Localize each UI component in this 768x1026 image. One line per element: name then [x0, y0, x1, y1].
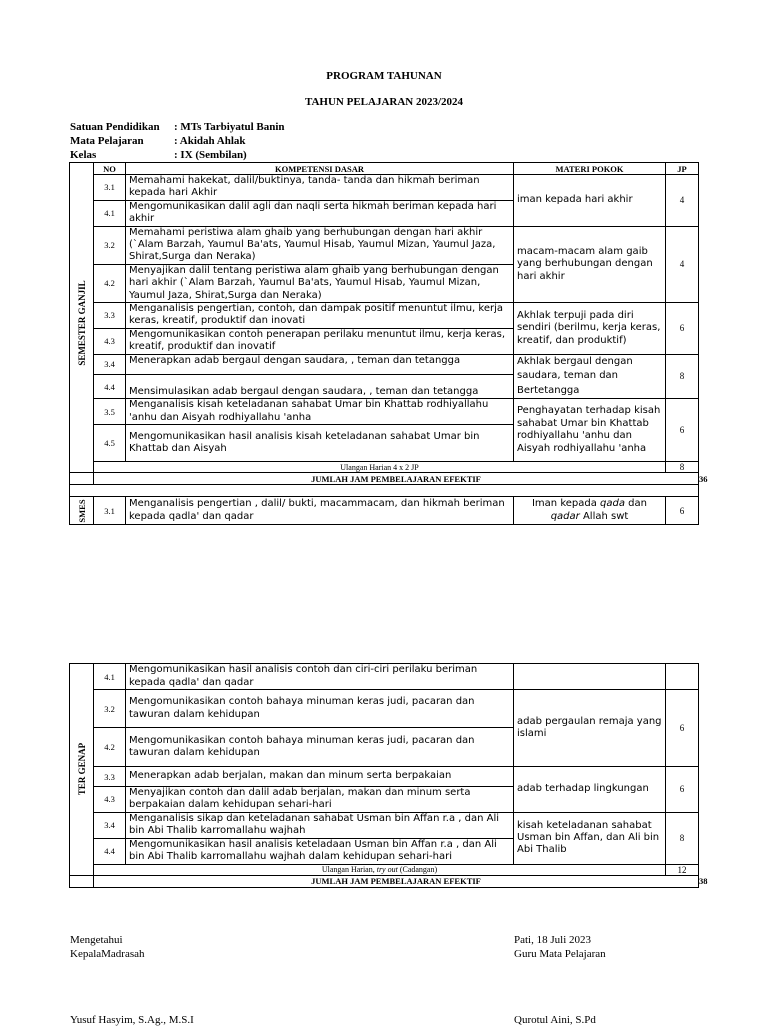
table-row	[70, 812, 699, 838]
header-jp: JP	[666, 163, 699, 175]
kd-text: Menganalisis sikap dan keteladanan sahabat Usman bin Affan r.a , dan Ali bin Abi Thalib karromallahu wajhah	[126, 812, 514, 838]
jp-value: 6	[666, 303, 699, 355]
kd-text: Menyajikan dalil tentang peristiwa alam ghaib yang berhubungan dengan hari akhir (`Alam Barzah, Yaumul Ba'ats, Yaumul Hisab, Yaumul Mizan, Yaumul Jaza, Shirat,Surga dan Neraka)	[126, 264, 514, 302]
header-kompetensi: KOMPETENSI DASAR	[126, 163, 514, 175]
ulangan-row	[70, 462, 699, 473]
footer-mengetahui: Mengetahui	[70, 934, 123, 946]
jp-value: 8	[666, 354, 699, 399]
semester-label-cell	[70, 664, 94, 876]
kd-number: 3.3	[94, 303, 126, 329]
meta-label-satuan: Satuan Pendidikan	[70, 121, 160, 133]
kd-text: Menganalisis pengertian, contoh, dan dampak positif menuntut ilmu, kerja keras, kreatif, produktif dan inovati	[126, 303, 514, 329]
document-subtitle: TAHUN PELAJARAN 2023/2024	[304, 96, 464, 108]
semester-genap-label: TER GENAP	[76, 743, 87, 796]
table-row	[70, 226, 699, 264]
document-title: PROGRAM TAHUNAN	[326, 70, 442, 82]
ulangan-label	[94, 864, 666, 875]
materi-pokok: adab terhadap lingkungan	[514, 767, 666, 813]
kd-text: Memahami peristiwa alam ghaib yang berhubungan dengan hari akhir (`Alam Barzah, Yaumul Ba'ats, Yaumul Hisab, Yaumul Mizan, Yaumul Jaza, Shirat,Surga dan Neraka)	[126, 226, 514, 264]
kd-text: Menerapkan adab bergaul dengan saudara, , teman dan tetangga	[126, 354, 514, 374]
footer-guru: Guru Mata Pelajaran	[514, 948, 606, 960]
footer-left-signatory: Yusuf Hasyim, S.Ag., M.S.I	[70, 1014, 194, 1026]
kd-number: 3.5	[94, 399, 126, 425]
jumlah-blank-cell	[70, 473, 94, 485]
kd-number: 3.1	[94, 497, 126, 525]
jp-value: 8	[666, 812, 699, 864]
ulangan-prefix: Ulangan Harian,	[321, 865, 377, 875]
kd-text: Menganalisis kisah keteladanan sahabat Umar bin Khattab rodhiyallahu 'anhu dan Aisyah rodhiyallahu 'anha	[126, 399, 514, 425]
kd-text: Menyajikan contoh dan dalil adab berjalan, makan dan minum serta berpakaian dalam kehidupan sehari-hari	[126, 787, 514, 813]
kd-number: 4.3	[94, 328, 126, 354]
header-blank-cell	[70, 163, 94, 175]
kd-number: 4.2	[94, 264, 126, 302]
table-row	[70, 175, 699, 201]
footer-kepala: KepalaMadrasah	[70, 948, 145, 960]
materi-pokok: kisah keteladanan sahabat Usman bin Affan, dan Ali bin Abi Thalib	[514, 812, 666, 864]
jumlah-row: JUMLAH JAM PEMBELAJARAN EFEKTIF 36	[70, 473, 699, 485]
footer-place-date: Pati, 18 Juli 2023	[514, 934, 592, 946]
semester-ganjil-label: SEMESTER GANJIL	[76, 280, 87, 366]
table-row	[70, 303, 699, 329]
semester-genap-label-top: SMES	[76, 498, 87, 523]
jp-value: 4	[666, 175, 699, 227]
ulangan-jp: 8	[666, 462, 699, 473]
meta-value-kelas: : IX (Sembilan)	[174, 149, 247, 161]
kd-number: 4.5	[94, 425, 126, 462]
kd-number: 3.1	[94, 175, 126, 201]
header-no: NO	[94, 163, 126, 175]
materi-prefix: Iman kepada	[531, 498, 601, 510]
spacer-row	[70, 485, 699, 497]
kd-text: Mengomunikasikan hasil analisis contoh dan ciri-ciri perilaku beriman kepada qadla' dan qadar	[126, 664, 514, 690]
kd-text: Memahami hakekat, dalil/buktinya, tanda- tanda dan hikmah beriman kepada hari Akhir	[126, 175, 514, 201]
ulangan-jp: 12	[666, 864, 699, 875]
meta-value-satuan: : MTs Tarbiyatul Banin	[174, 121, 285, 133]
materi-pokok: iman kepada hari akhir	[514, 175, 666, 227]
table-row	[70, 497, 699, 525]
table-row	[70, 690, 699, 728]
kd-number: 3.4	[94, 354, 126, 374]
table-row	[70, 767, 699, 787]
ulangan-italic: try out	[376, 865, 398, 875]
kd-number: 4.4	[94, 838, 126, 864]
jp-value: 6	[666, 399, 699, 462]
semester-label-cell	[70, 497, 94, 525]
kd-number: 4.1	[94, 200, 126, 226]
jumlah-blank-cell	[70, 875, 94, 887]
kd-number: 4.3	[94, 787, 126, 813]
kd-text: Mengomunikasikan contoh bahaya minuman keras judi, pacaran dan tawuran dalam kehidupan	[126, 690, 514, 728]
kd-text: Mengomunikasikan dalil agli dan naqli serta hikmah beriman kepada hari akhir	[126, 200, 514, 226]
jp-value: 6	[666, 497, 699, 525]
table-row	[70, 399, 699, 425]
footer-right-signatory: Qurotul Aini, S.Pd	[514, 1014, 596, 1026]
materi-empty	[514, 664, 666, 690]
materi-suffix: Allah swt	[579, 510, 629, 522]
kd-number: 3.3	[94, 767, 126, 787]
kd-text: Mengomunikasikan contoh penerapan perilaku menuntut ilmu, kerja keras, kreatif, produktif dan inovatif	[126, 328, 514, 354]
materi-pokok: Akhlak bergaul dengan saudara, teman dan Bertetangga	[514, 354, 666, 399]
table-header-row	[70, 163, 699, 175]
materi-mid: dan	[625, 498, 647, 510]
kd-number: 4.2	[94, 728, 126, 767]
jumlah-label: JUMLAH JAM PEMBELAJARAN EFEKTIF	[94, 473, 699, 485]
kd-number: 3.4	[94, 812, 126, 838]
ulangan-suffix: (Cadangan)	[397, 865, 438, 875]
ulangan-label: Ulangan Harian 4 x 2 JP	[94, 462, 666, 473]
jp-empty	[666, 664, 699, 690]
jp-value: 6	[666, 767, 699, 813]
kd-number: 4.1	[94, 664, 126, 690]
materi-qadar: qadar	[550, 510, 580, 522]
jp-value: 6	[666, 690, 699, 767]
kd-number: 4.4	[94, 374, 126, 398]
semester-label-cell	[70, 175, 94, 473]
kd-text: Menganalisis pengertian , dalil/ bukti, macammacam, dan hikmah beriman kepada qadla' dan qadar	[126, 497, 514, 525]
table-row	[70, 664, 699, 690]
table-row	[70, 354, 699, 374]
ulangan-row	[70, 864, 699, 875]
kd-text: Mengomunikasikan contoh bahaya minuman keras judi, pacaran dan tawuran dalam kehidupan	[126, 728, 514, 767]
meta-label-kelas: Kelas	[70, 149, 97, 161]
kd-text: Mengomunikasikan hasil analisis keteladaan Usman bin Affan r.a , dan Ali bin Abi Thalib karromallahu wajhah dalam kehidupan sehari-hari	[126, 838, 514, 864]
spacer-cell	[70, 485, 699, 497]
kd-number: 3.2	[94, 226, 126, 264]
materi-pokok: Penghayatan terhadap kisah sahabat Umar bin Khattab rodhiyallahu 'anhu dan Aisyah rodhiyallahu 'anha	[514, 399, 666, 462]
meta-label-mapel: Mata Pelajaran	[70, 135, 144, 147]
jumlah-label: JUMLAH JAM PEMBELAJARAN EFEKTIF	[94, 875, 699, 887]
materi-pokok: adab pergaulan remaja yang islami	[514, 690, 666, 767]
materi-pokok: Akhlak terpuji pada diri sendiri (berilmu, kerja keras, kreatif, dan produktif)	[514, 303, 666, 355]
materi-qada: qada	[600, 498, 625, 510]
jp-value: 4	[666, 226, 699, 302]
jumlah-row: JUMLAH JAM PEMBELAJARAN EFEKTIF 38	[70, 875, 699, 887]
program-table-ganjil	[69, 162, 708, 525]
materi-pokok	[514, 497, 666, 525]
header-materi: MATERI POKOK	[514, 163, 666, 175]
materi-pokok: macam-macam alam gaib yang berhubungan dengan hari akhir	[514, 226, 666, 302]
kd-text: Menerapkan adab berjalan, makan dan minum serta berpakaian	[126, 767, 514, 787]
kd-text: Mengomunikasikan hasil analisis kisah keteladanan sahabat Umar bin Khattab dan Aisyah	[126, 425, 514, 462]
program-table-genap	[69, 663, 708, 888]
kd-text: Mensimulasikan adab bergaul dengan saudara, , teman dan tetangga	[126, 374, 514, 398]
meta-value-mapel: : Akidah Ahlak	[174, 135, 246, 147]
kd-number: 3.2	[94, 690, 126, 728]
